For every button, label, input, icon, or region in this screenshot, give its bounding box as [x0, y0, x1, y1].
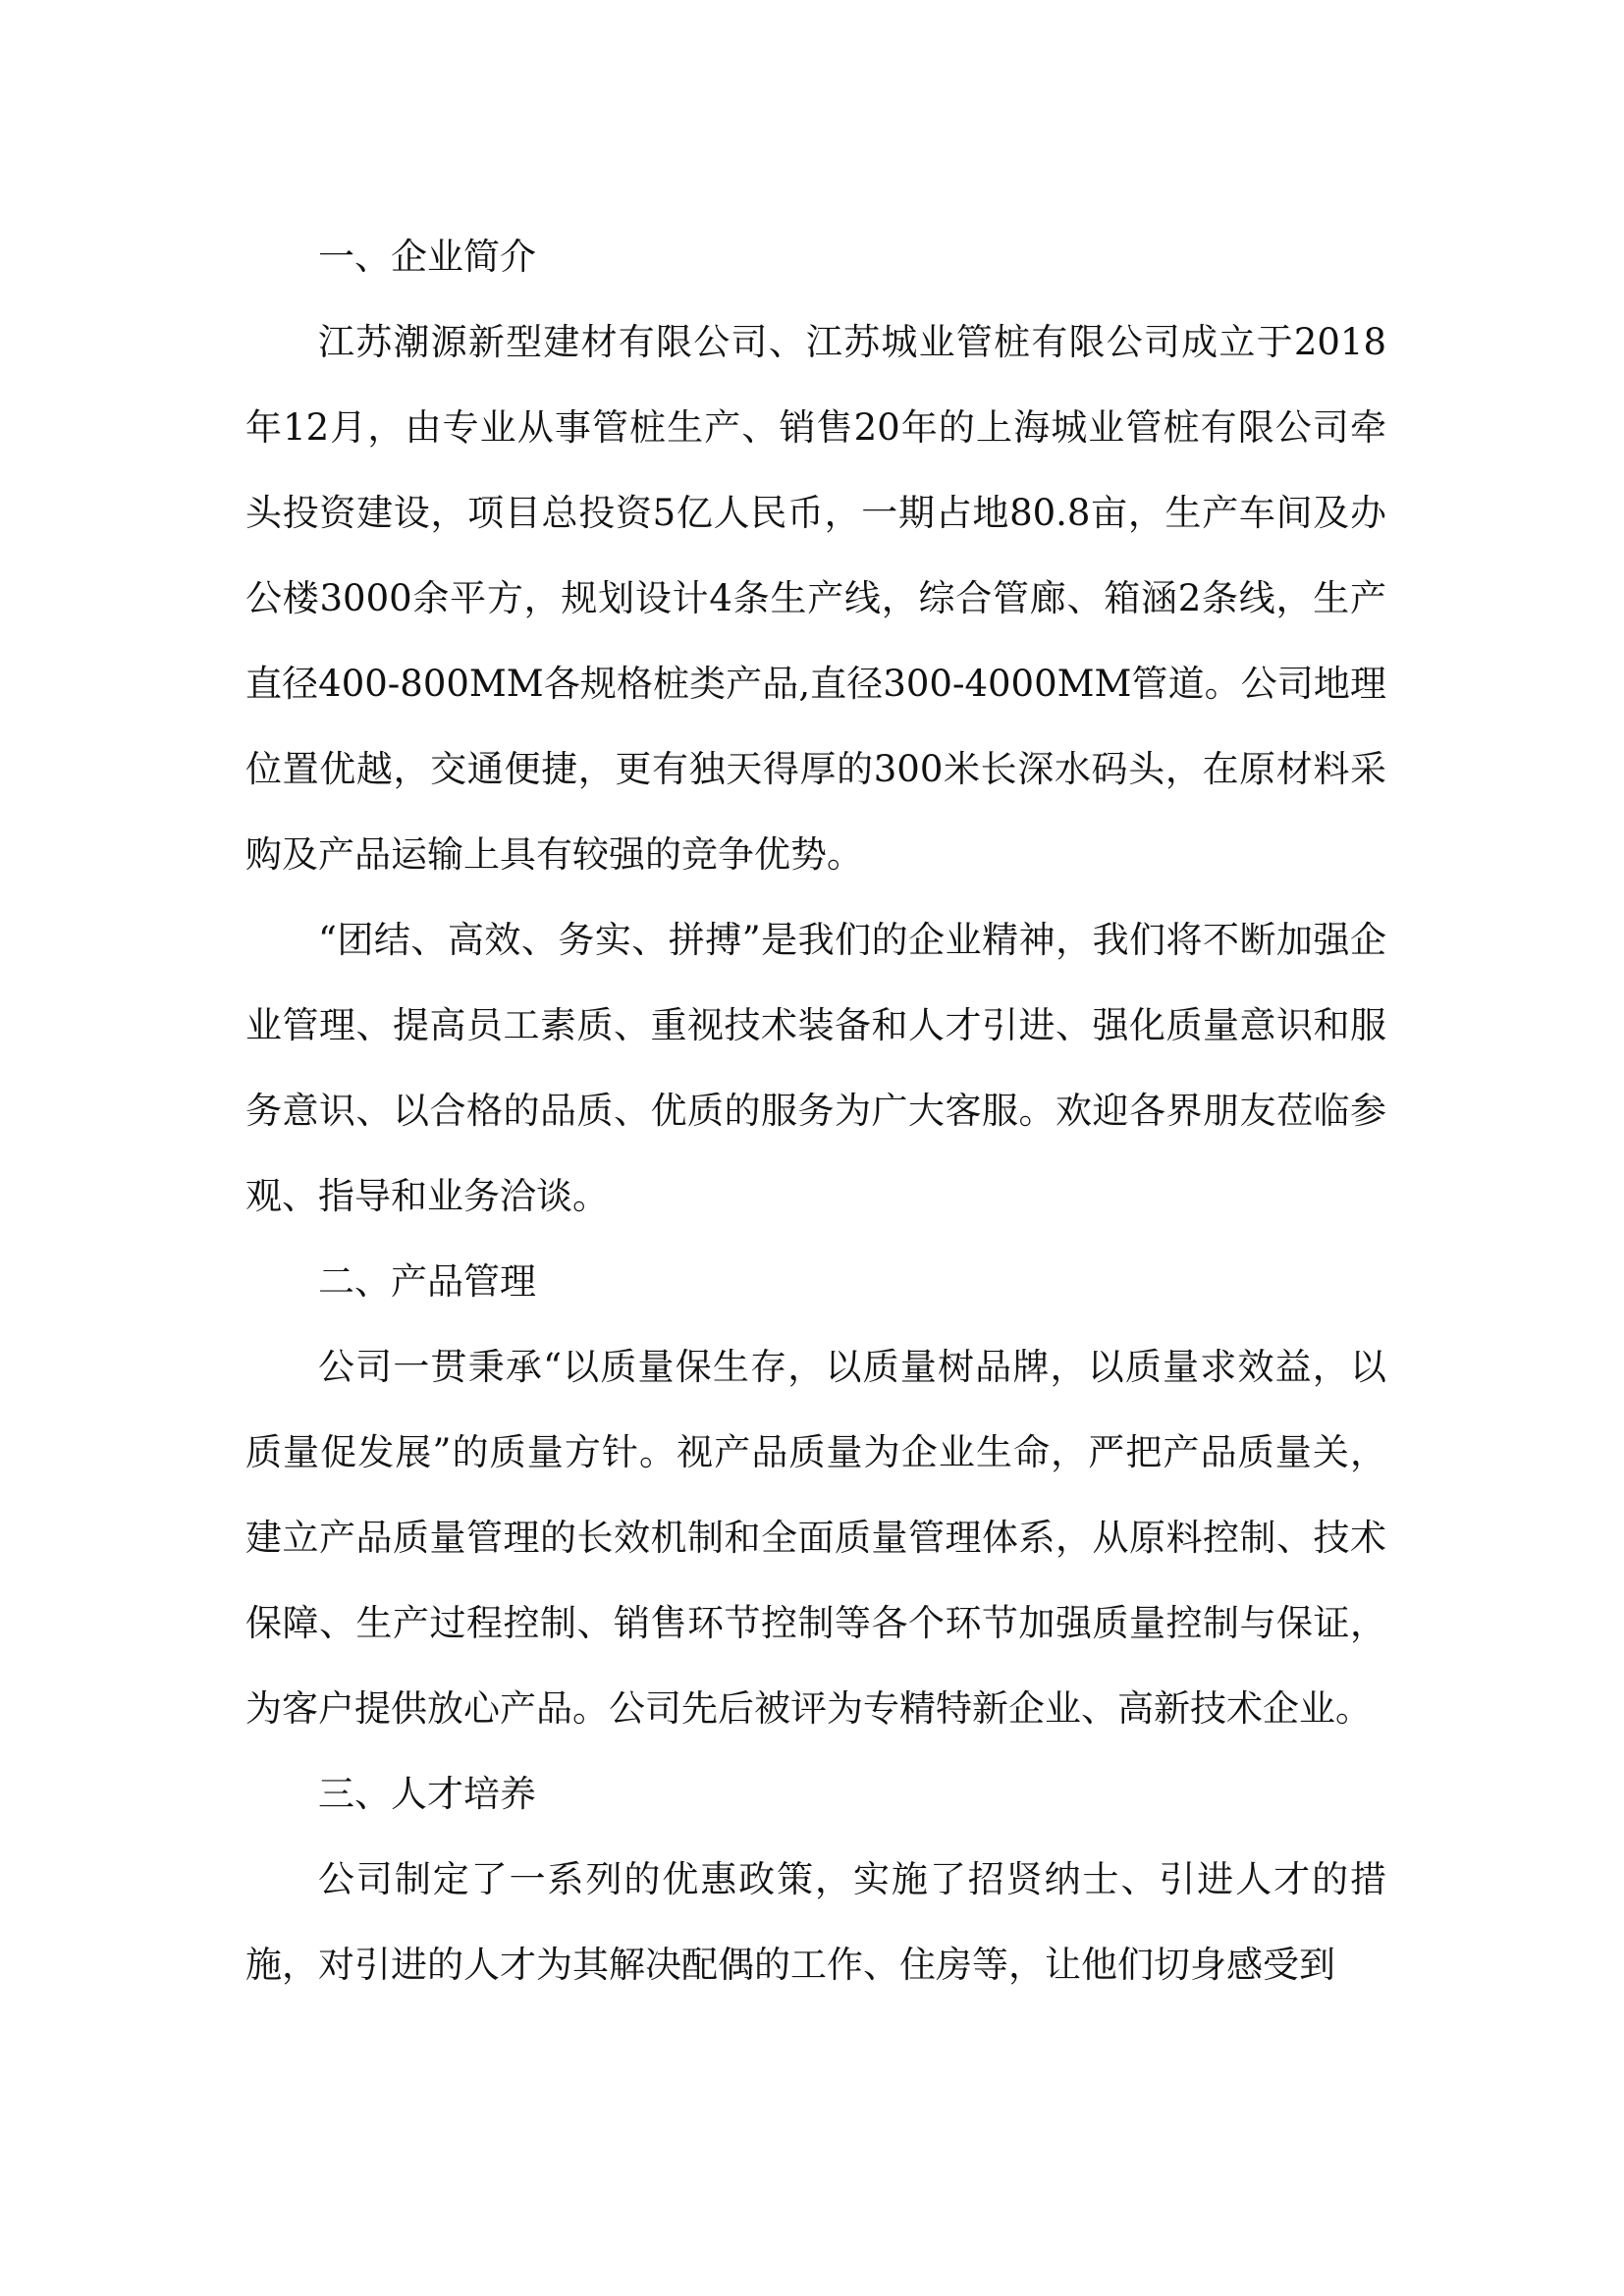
paragraph-company-spirit: “团结、高效、务实、拼搏”是我们的企业精神，我们将不断加强企业管理、提高员工素质、重视技术装备和人才引进、强化质量意识和服务意识、以合格的品质、优质的服务为广大客服。欢迎各界朋友莅临参观、指导和业务洽谈。 — [245, 919, 1386, 1217]
paragraph-quality-policy: 公司一贯秉承“以质量保生存，以质量树品牌，以质量求效益，以质量促发展”的质量方针。视产品质量为企业生命，严把产品质量关，建立产品质量管理的长效机制和全面质量管理体系，从原料控制、技术保障、生产过程控制、销售环节控制等各个环节加强质量控制与保证，为客户提供放心产品。公司先后被评为专精特新企业、高新技术企业。 — [245, 1346, 1386, 1730]
section-heading-product-management: 二、产品管理 — [318, 1260, 536, 1303]
document-body — [245, 214, 1386, 2007]
section-heading-company-profile: 一、企业简介 — [318, 236, 536, 278]
paragraph-talent-policy: 公司制定了一系列的优惠政策，实施了招贤纳士、引进人才的措施，对引进的人才为其解决配偶的工作、住房等，让他们切身感受到 — [245, 1858, 1386, 1986]
paragraph-company-overview: 江苏潮源新型建材有限公司、江苏城业管桩有限公司成立于2018年12月，由专业从事管桩生产、销售20年的上海城业管桩有限公司牵头投资建设，项目总投资5亿人民币，一期占地80.8亩，生产车间及办公楼3000余平方，规划设计4条生产线，综合管廊、箱涵2条线，生产直径400-800MM各规格桩类产品,直径300-4000MM管道。公司地理位置优越，交通便捷，更有独天得厚的300米长深水码头，在原材料采购及产品运输上具有较强的竞争优势。 — [245, 321, 1386, 876]
section-heading-talent-development: 三、人才培养 — [318, 1773, 536, 1815]
